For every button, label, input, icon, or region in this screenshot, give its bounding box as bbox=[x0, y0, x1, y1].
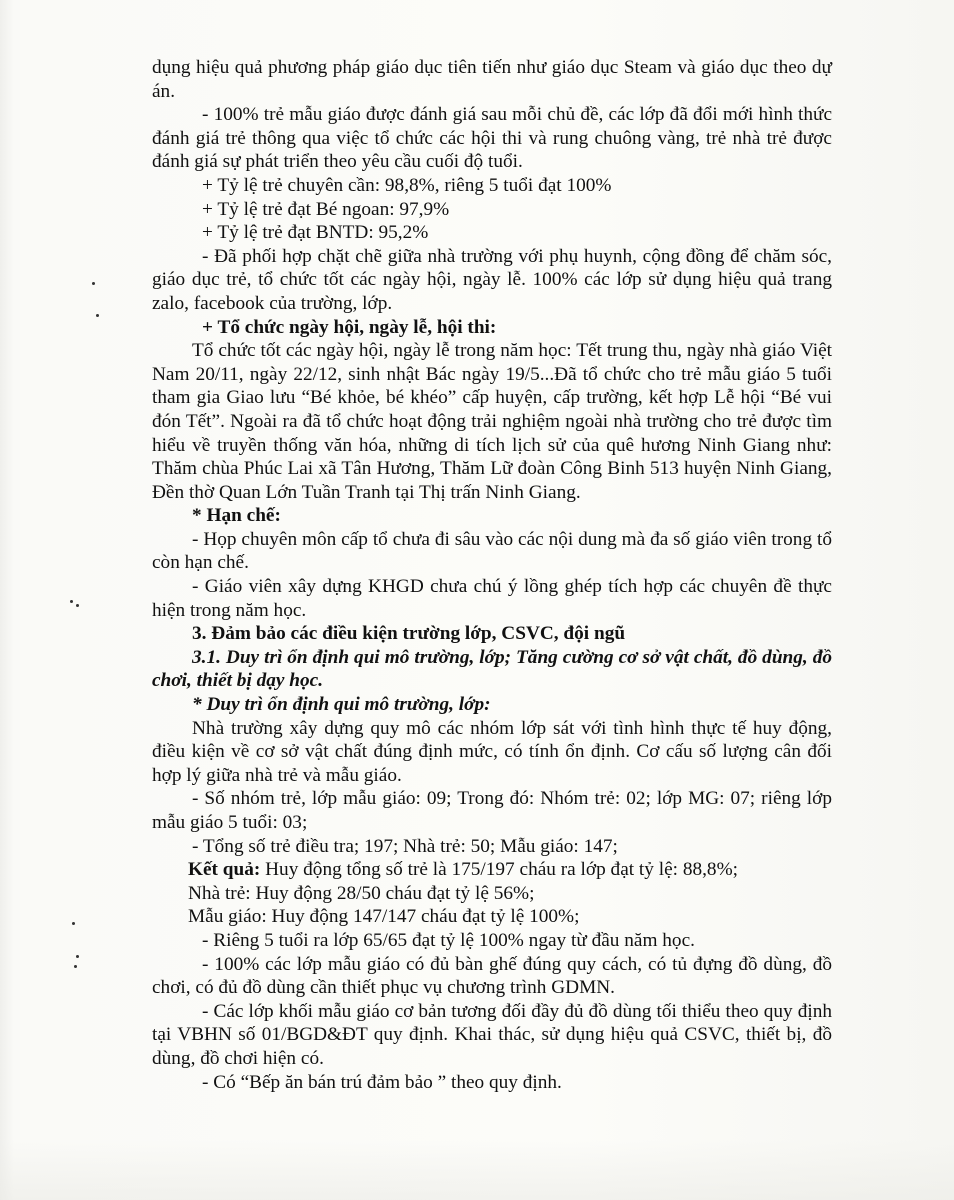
paragraph: + Tỷ lệ trẻ đạt BNTD: 95,2% bbox=[202, 222, 429, 244]
result-label: Kết quả: bbox=[188, 859, 261, 881]
paragraph: Nhà trẻ: Huy động 28/50 cháu đạt tỷ lệ 56%; bbox=[188, 882, 535, 904]
paragraph: + Tỷ lệ trẻ đạt Bé ngoan: 97,9% bbox=[202, 198, 450, 220]
section-heading: + Tổ chức ngày hội, ngày lễ, hội thi: bbox=[202, 316, 497, 338]
paragraph: - Số nhóm trẻ, lớp mẫu giáo: 09; Trong đó: Nhóm trẻ: 02; lớp MG: 07; riêng lớp mẫu giáo 5 tuổi: 03; bbox=[152, 788, 832, 833]
paragraph: + Tỷ lệ trẻ chuyên cần: 98,8%, riêng 5 tuổi đạt 100% bbox=[202, 174, 612, 196]
scan-speck bbox=[74, 965, 77, 968]
scan-speck bbox=[96, 314, 99, 317]
paragraph: - Đã phối hợp chặt chẽ giữa nhà trường với phụ huynh, cộng đồng để chăm sóc, giáo dục trẻ, tổ chức tốt các ngày hội, ngày lễ. 100% các lớp sử dụng hiệu quả trang zalo, facebook của trường, lớp. bbox=[152, 245, 832, 314]
paragraph: Tổ chức tốt các ngày hội, ngày lễ trong năm học: Tết trung thu, ngày nhà giáo Việt Nam 20/11, ngày 22/12, sinh nhật Bác ngày 19/5...Đã tổ chức cho trẻ mẫu giáo 5 tuổi tham gia Giao lưu “Bé khỏe, bé khéo” cấp huyện, cấp trường, kết hợp Lễ hội “Bé vui đón Tết”. Ngoài ra đã tổ chức hoạt động trải nghiệm ngoài nhà trường cho trẻ được tìm hiểu về truyền thống văn hóa, những di tích lịch sử của quê hương Ninh Giang như: Thăm chùa Phúc Lai xã Tân Hương, Thăm Lữ đoàn Công Binh 513 huyện Ninh Giang, Đền thờ Quan Lớn Tuần Tranh tại Thị trấn Ninh Giang. bbox=[152, 340, 832, 503]
scan-speck bbox=[76, 604, 79, 607]
paragraph: dụng hiệu quả phương pháp giáo dục tiên tiến như giáo dục Steam và giáo dục theo dự án. bbox=[152, 57, 832, 102]
scan-speck bbox=[92, 282, 95, 285]
paragraph: - Tổng số trẻ điều tra; 197; Nhà trẻ: 50; Mẫu giáo: 147; bbox=[192, 835, 618, 857]
paragraph: Mẫu giáo: Huy động 147/147 cháu đạt tỷ lệ 100%; bbox=[188, 906, 580, 928]
paragraph: - 100% trẻ mẫu giáo được đánh giá sau mỗi chủ đề, các lớp đã đổi mới hình thức đánh giá trẻ thông qua việc tổ chức các hội thi và rung chuông vàng, trẻ nhà trẻ được đánh giá sự phát triển theo yêu cầu cuối độ tuổi. bbox=[152, 104, 832, 173]
paragraph: - 100% các lớp mẫu giáo có đủ bàn ghế đúng quy cách, có tủ đựng đồ dùng, đồ chơi, có đủ đồ dùng cần thiết phục vụ chương trình GDMN. bbox=[152, 953, 832, 999]
subsection-heading: * Duy trì ổn định qui mô trường, lớp: bbox=[192, 694, 491, 716]
paragraph bbox=[152, 858, 832, 882]
paragraph: - Có “Bếp ăn bán trú đảm bảo ” theo quy định. bbox=[202, 1071, 562, 1093]
page-shadow bbox=[0, 1140, 954, 1200]
paragraph: - Giáo viên xây dựng KHGD chưa chú ý lồng ghép tích hợp các chuyên đề thực hiện trong năm học. bbox=[152, 576, 832, 621]
paragraph: - Họp chuyên môn cấp tổ chưa đi sâu vào các nội dung mà đa số giáo viên trong tổ còn hạn chế. bbox=[152, 528, 832, 574]
subsection-heading: 3.1. Duy trì ổn định qui mô trường, lớp; Tăng cường cơ sở vật chất, đồ dùng, đồ chơi, thiết bị dạy học. bbox=[152, 646, 832, 692]
paragraph: - Riêng 5 tuổi ra lớp 65/65 đạt tỷ lệ 100% ngay từ đầu năm học. bbox=[202, 929, 695, 951]
document-body bbox=[152, 56, 832, 1094]
paragraph: - Các lớp khối mẫu giáo cơ bản tương đối đầy đủ đồ dùng tối thiểu theo quy định tại VBHN số 01/BGD&ĐT quy định. Khai thác, sử dụng hiệu quả CSVC, thiết bị, đồ dùng, đồ chơi hiện có. bbox=[152, 1000, 832, 1069]
scan-speck bbox=[70, 600, 73, 603]
section-heading: 3. Đảm bảo các điều kiện trường lớp, CSVC, đội ngũ bbox=[192, 623, 626, 645]
result-text: Huy động tổng số trẻ là 175/197 cháu ra lớp đạt tỷ lệ: 88,8%; bbox=[260, 859, 738, 881]
paragraph: Nhà trường xây dựng quy mô các nhóm lớp sát với tình hình thực tế huy động, điều kiện về cơ sở vật chất đúng định mức, có tính ổn định. Cơ cấu số lượng cân đối hợp lý giữa nhà trẻ và mẫu giáo. bbox=[152, 717, 832, 786]
scan-speck bbox=[76, 955, 79, 958]
section-heading: * Hạn chế: bbox=[192, 505, 281, 527]
scan-speck bbox=[72, 922, 75, 925]
